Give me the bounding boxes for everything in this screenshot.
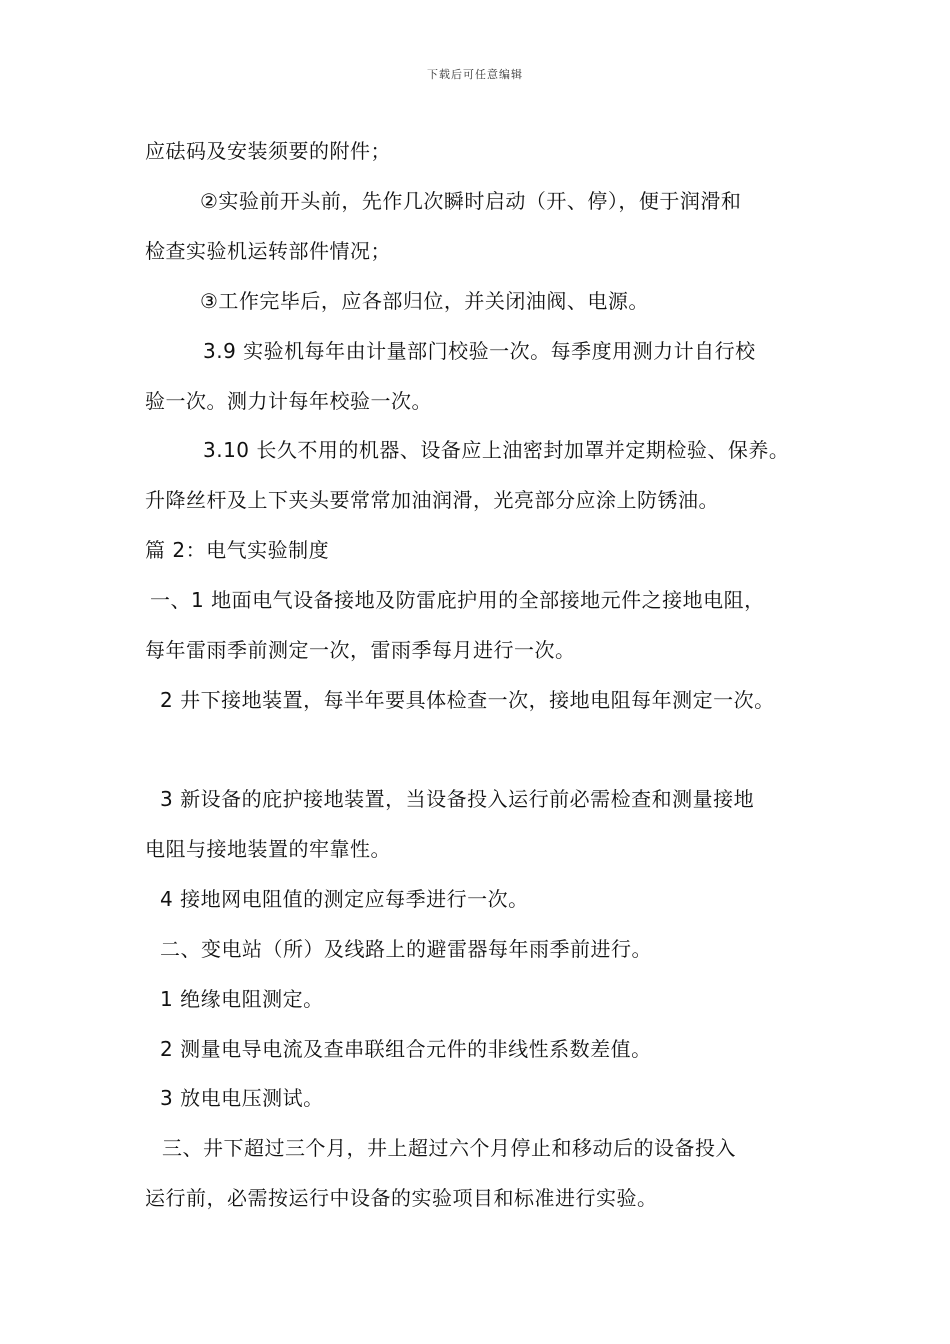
- body-line: 应砝码及安装须要的附件；: [145, 139, 391, 163]
- body-line: 1 绝缘电阻测定。: [160, 987, 324, 1011]
- body-line: 升降丝杆及上下夹头要常常加油润滑，光亮部分应涂上防锈油。: [145, 488, 719, 512]
- body-line: 2 井下接地装置，每半年要具体检查一次，接地电阻每年测定一次。: [160, 688, 775, 712]
- body-line: 3.10 长久不用的机器、设备应上油密封加罩并定期检验、保养。: [203, 438, 790, 462]
- body-line: 3 放电电压测试。: [160, 1086, 324, 1110]
- body-line: ②实验前开头前，先作几次瞬时启动（开、停），便于润滑和: [200, 189, 742, 213]
- body-line: 3 新设备的庇护接地装置，当设备投入运行前必需检查和测量接地: [160, 787, 755, 811]
- body-line: 运行前，必需按运行中设备的实验项目和标准进行实验。: [145, 1186, 658, 1210]
- body-line: 3.9 实验机每年由计量部门校验一次。每季度用测力计自行校: [203, 339, 756, 363]
- body-line: 检查实验机运转部件情况；: [145, 239, 391, 263]
- body-line: ③工作完毕后，应各部归位，并关闭油阀、电源。: [200, 289, 649, 313]
- body-line: 二、变电站（所）及线路上的避雷器每年雨季前进行。: [160, 937, 652, 961]
- page-header: 下载后可任意编辑: [427, 68, 523, 81]
- body-line: 每年雷雨季前测定一次，雷雨季每月进行一次。: [145, 638, 576, 662]
- body-line: 三、井下超过三个月，井上超过六个月停止和移动后的设备投入: [162, 1136, 736, 1160]
- body-line: 2 测量电导电流及查串联组合元件的非线性系数差值。: [160, 1037, 652, 1061]
- body-line: 验一次。测力计每年校验一次。: [145, 389, 432, 413]
- body-line: 一、1 地面电气设备接地及防雷庇护用的全部接地元件之接地电阻，: [150, 588, 765, 612]
- section-heading: 篇 2：电气实验制度: [145, 538, 330, 562]
- body-line: 电阻与接地装置的牢靠性。: [145, 837, 391, 861]
- body-line: 4 接地网电阻值的测定应每季进行一次。: [160, 887, 529, 911]
